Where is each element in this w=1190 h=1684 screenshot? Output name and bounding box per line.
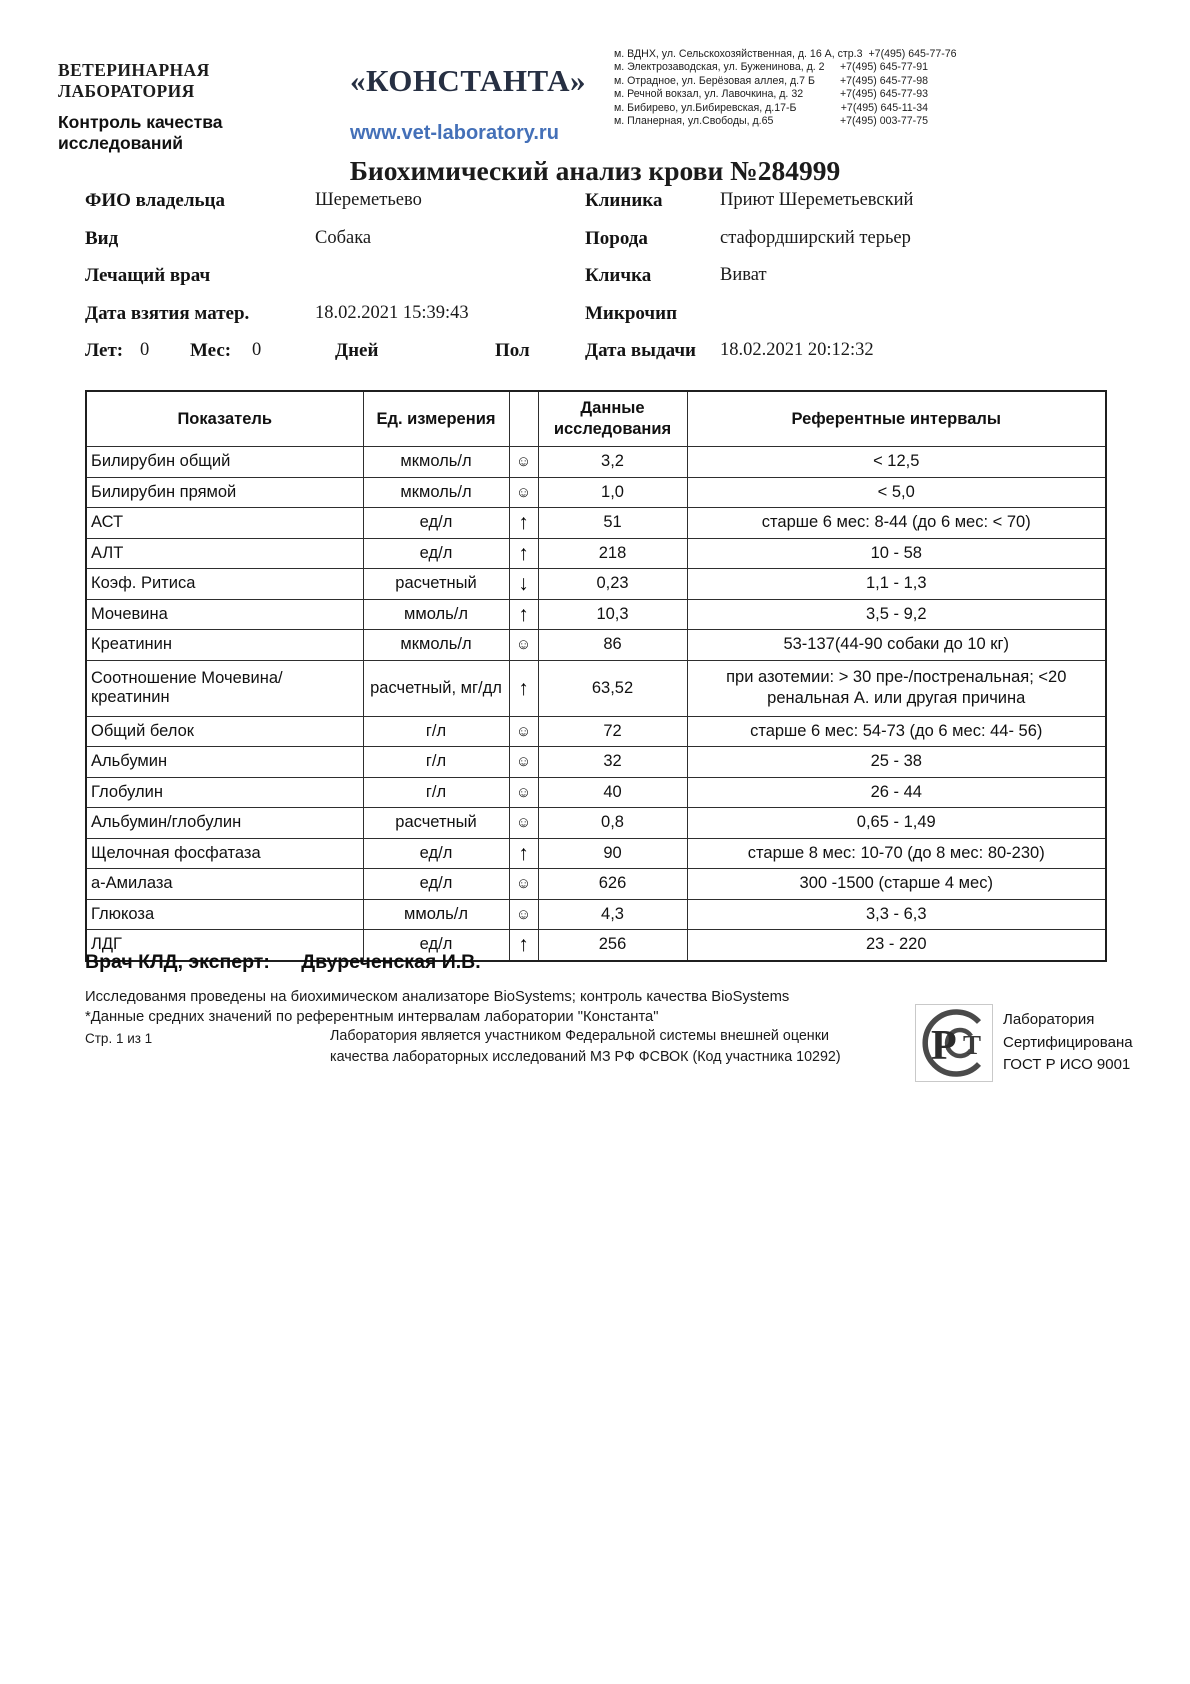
unit-value: расчетный xyxy=(363,569,509,600)
reference-note: *Данные средних значений по референтным интервалам лаборатории "Константа" xyxy=(85,1009,659,1025)
nickname-label: Кличка xyxy=(585,265,652,286)
result-value: 86 xyxy=(538,630,687,661)
result-row xyxy=(86,569,1106,600)
location-row xyxy=(614,75,928,88)
smiley-icon: ☺ xyxy=(509,477,538,508)
up-icon: ↑ xyxy=(509,538,538,569)
result-value: 4,3 xyxy=(538,899,687,930)
lab-website-link[interactable]: www.vet-laboratory.ru xyxy=(350,121,559,144)
age-row xyxy=(85,340,585,378)
fsvok-participation-text: Лаборатория является участником Федеральной системы внешней оценки качества лабораторных исследований МЗ РФ ФСВОК (Код участника 10292) xyxy=(330,1028,841,1066)
rst-certification-icon xyxy=(915,1004,993,1082)
parameter-name: Мочевина xyxy=(86,599,363,630)
up-icon: ↑ xyxy=(509,838,538,869)
svg-text:Р: Р xyxy=(931,1023,957,1069)
result-value: 72 xyxy=(538,716,687,747)
result-value: 32 xyxy=(538,747,687,778)
result-row xyxy=(86,808,1106,839)
result-row xyxy=(86,447,1106,478)
reference-interval: старше 8 мес: 10-70 (до 8 мес: 80-230) xyxy=(687,838,1106,869)
certification-text xyxy=(1003,1009,1133,1077)
result-value: 0,8 xyxy=(538,808,687,839)
result-value: 51 xyxy=(538,508,687,539)
doctor-signature-line xyxy=(85,951,481,974)
reference-interval: 3,3 - 6,3 xyxy=(687,899,1106,930)
col-header-value: Данные исследования xyxy=(538,391,687,447)
result-row xyxy=(86,599,1106,630)
result-row xyxy=(86,660,1106,716)
location-phone: +7(495) 645-77-93 xyxy=(839,88,928,101)
parameter-name: Креатинин xyxy=(86,630,363,661)
cert-line-1: Лаборатория xyxy=(1003,1011,1095,1029)
lab-type-text: ВЕТЕРИНАРНАЯ ЛАБОРАТОРИЯ xyxy=(58,60,210,101)
location-phone: +7(495) 645-11-34 xyxy=(840,101,928,114)
location-address: м. Отрадное, ул. Берёзовая аллея, д.7 Б xyxy=(614,74,815,87)
unit-value: ммоль/л xyxy=(363,599,509,630)
months-value: 0 xyxy=(252,340,262,360)
owner-label: ФИО владельца xyxy=(85,190,225,211)
location-address: м. ВДНХ, ул. Сельскохозяйственная, д. 16 А, стр.3 xyxy=(614,48,863,60)
result-value: 0,23 xyxy=(538,569,687,600)
sample-date-label: Дата взятия матер. xyxy=(85,302,250,324)
patient-info xyxy=(85,190,1105,378)
lab-name-logo: «КОНСТАНТА» xyxy=(350,63,586,98)
col-header-flag xyxy=(509,391,538,447)
parameter-name: а-Амилаза xyxy=(86,869,363,900)
cert-line-2: Сертифицирована xyxy=(1003,1033,1133,1051)
location-phone: +7(495) 645-77-98 xyxy=(839,74,928,87)
result-value: 40 xyxy=(538,777,687,808)
result-row xyxy=(86,838,1106,869)
reference-interval: при азотемии: > 30 пре-/постренальная; <20 ренальная А. или другая причина xyxy=(687,660,1106,716)
reference-interval: 1,1 - 1,3 xyxy=(687,569,1106,600)
unit-value: расчетный xyxy=(363,808,509,839)
nickname-value: Виват xyxy=(720,265,767,285)
col-header-parameter: Показатель xyxy=(86,391,363,447)
parameter-name: Глюкоза xyxy=(86,899,363,930)
years-value: 0 xyxy=(140,340,150,360)
location-address: м. Электрозаводская, ул. Буженинова, д. 2 xyxy=(614,61,825,74)
parameter-name: Общий белок xyxy=(86,716,363,747)
unit-value: ед/л xyxy=(363,930,509,961)
result-value: 256 xyxy=(538,930,687,961)
result-row xyxy=(86,716,1106,747)
reference-interval: 53-137(44-90 собаки до 10 кг) xyxy=(687,630,1106,661)
reference-interval: < 5,0 xyxy=(687,477,1106,508)
species-label: Вид xyxy=(85,227,119,249)
parameter-name: ЛДГ xyxy=(86,930,363,961)
result-row xyxy=(86,869,1106,900)
months-label: Мес: xyxy=(190,340,232,361)
analyzer-note: Исследованмя проведены на биохимическом анализаторе BioSystems; контроль качества BioSystems xyxy=(85,989,790,1005)
result-value: 10,3 xyxy=(538,599,687,630)
result-row xyxy=(86,538,1106,569)
down-icon: ↓ xyxy=(509,569,538,600)
parameter-name: Билирубин прямой xyxy=(86,477,363,508)
unit-value: ед/л xyxy=(363,538,509,569)
result-value: 218 xyxy=(538,538,687,569)
report-title: Биохимический анализ крови №284999 xyxy=(349,155,841,186)
parameter-name: Билирубин общий xyxy=(86,447,363,478)
location-address: м. Бибирево, ул.Бибиревская, д.17-Б xyxy=(614,101,797,114)
result-value: 63,52 xyxy=(538,660,687,716)
location-row xyxy=(614,61,928,74)
location-row xyxy=(614,102,928,115)
smiley-icon: ☺ xyxy=(509,777,538,808)
col-header-reference: Референтные интервалы xyxy=(687,391,1106,447)
parameter-name: Соотношение Мочевина/креатинин xyxy=(86,660,363,716)
cert-line-3: ГОСТ Р ИСО 9001 xyxy=(1003,1056,1131,1074)
result-row xyxy=(86,630,1106,661)
unit-value: ед/л xyxy=(363,838,509,869)
parameter-name: АЛТ xyxy=(86,538,363,569)
reference-interval: старше 6 мес: 54-73 (до 6 мес: 44- 56) xyxy=(687,716,1106,747)
sample-date-value: 18.02.2021 15:39:43 xyxy=(315,302,469,323)
smiley-icon: ☺ xyxy=(509,716,538,747)
location-row xyxy=(614,115,928,128)
smiley-icon: ☺ xyxy=(509,899,538,930)
owner-value: Шереметьево xyxy=(315,190,422,210)
reference-interval: < 12,5 xyxy=(687,447,1106,478)
doctor-name: Двуреченская И.В. xyxy=(301,951,481,973)
sex-label: Пол xyxy=(495,340,530,361)
parameter-name: Коэф. Ритиса xyxy=(86,569,363,600)
reference-interval: старше 6 мес: 8-44 (до 6 мес: < 70) xyxy=(687,508,1106,539)
parameter-name: Глобулин xyxy=(86,777,363,808)
years-label: Лет: xyxy=(85,340,124,361)
result-row xyxy=(86,899,1106,930)
lab-tagline: Контроль качества исследований xyxy=(58,112,223,153)
doctor-role-label: Врач КЛД, эксперт: xyxy=(85,951,270,973)
location-row xyxy=(614,88,928,101)
unit-value: г/л xyxy=(363,747,509,778)
result-value: 3,2 xyxy=(538,447,687,478)
unit-value: ед/л xyxy=(363,869,509,900)
parameter-name: Щелочная фосфатаза xyxy=(86,838,363,869)
result-value: 1,0 xyxy=(538,477,687,508)
results-table xyxy=(85,390,1107,962)
result-value: 90 xyxy=(538,838,687,869)
smiley-icon: ☺ xyxy=(509,808,538,839)
smiley-icon: ☺ xyxy=(509,447,538,478)
microchip-label: Микрочип xyxy=(585,302,678,324)
result-row xyxy=(86,777,1106,808)
parameter-name: АСТ xyxy=(86,508,363,539)
parameter-name: Альбумин xyxy=(86,747,363,778)
result-row xyxy=(86,747,1106,778)
days-label: Дней xyxy=(335,340,379,361)
certification-block xyxy=(915,1004,1133,1082)
reference-interval: 0,65 - 1,49 xyxy=(687,808,1106,839)
reference-interval: 23 - 220 xyxy=(687,930,1106,961)
unit-value: ммоль/л xyxy=(363,899,509,930)
unit-value: г/л xyxy=(363,777,509,808)
up-icon: ↑ xyxy=(509,930,538,961)
up-icon: ↑ xyxy=(509,508,538,539)
location-phone: +7(495) 645-77-76 xyxy=(868,48,957,60)
page-number: Стр. 1 из 1 xyxy=(85,1031,153,1046)
unit-value: расчетный, мг/дл xyxy=(363,660,509,716)
reference-interval: 26 - 44 xyxy=(687,777,1106,808)
unit-value: мкмоль/л xyxy=(363,447,509,478)
clinic-value: Приют Шереметьевский xyxy=(720,190,914,210)
up-icon: ↑ xyxy=(509,660,538,716)
location-address: м. Речной вокзал, ул. Лавочкина, д. 32 xyxy=(614,88,804,101)
doctor-label: Лечащий врач xyxy=(85,265,211,286)
unit-value: ед/л xyxy=(363,508,509,539)
reference-interval: 10 - 58 xyxy=(687,538,1106,569)
clinic-label: Клиника xyxy=(585,190,663,211)
smiley-icon: ☺ xyxy=(509,630,538,661)
svg-text:Т: Т xyxy=(963,1030,982,1060)
result-value: 626 xyxy=(538,869,687,900)
lab-locations xyxy=(614,48,957,128)
reference-interval: 300 -1500 (старше 4 мес) xyxy=(687,869,1106,900)
up-icon: ↑ xyxy=(509,599,538,630)
results-table-body xyxy=(86,447,1106,961)
reference-interval: 25 - 38 xyxy=(687,747,1106,778)
smiley-icon: ☺ xyxy=(509,747,538,778)
location-phone: +7(495) 645-77-91 xyxy=(839,61,928,74)
parameter-name: Альбумин/глобулин xyxy=(86,808,363,839)
results-table-header xyxy=(86,391,1106,447)
breed-label: Порода xyxy=(585,227,648,249)
issue-date-value: 18.02.2021 20:12:32 xyxy=(720,340,874,360)
result-row xyxy=(86,477,1106,508)
location-row xyxy=(614,48,957,61)
species-value: Собака xyxy=(315,227,372,248)
result-row xyxy=(86,508,1106,539)
unit-value: мкмоль/л xyxy=(363,630,509,661)
location-address: м. Планерная, ул.Свободы, д.65 xyxy=(614,115,774,128)
unit-value: г/л xyxy=(363,716,509,747)
lab-header xyxy=(58,60,586,154)
breed-value: стафордширский терьер xyxy=(720,227,911,248)
smiley-icon: ☺ xyxy=(509,869,538,900)
issue-date-label: Дата выдачи xyxy=(585,340,697,361)
col-header-unit: Ед. измерения xyxy=(363,391,509,447)
reference-interval: 3,5 - 9,2 xyxy=(687,599,1106,630)
unit-value: мкмоль/л xyxy=(363,477,509,508)
location-phone: +7(495) 003-77-75 xyxy=(839,115,928,128)
